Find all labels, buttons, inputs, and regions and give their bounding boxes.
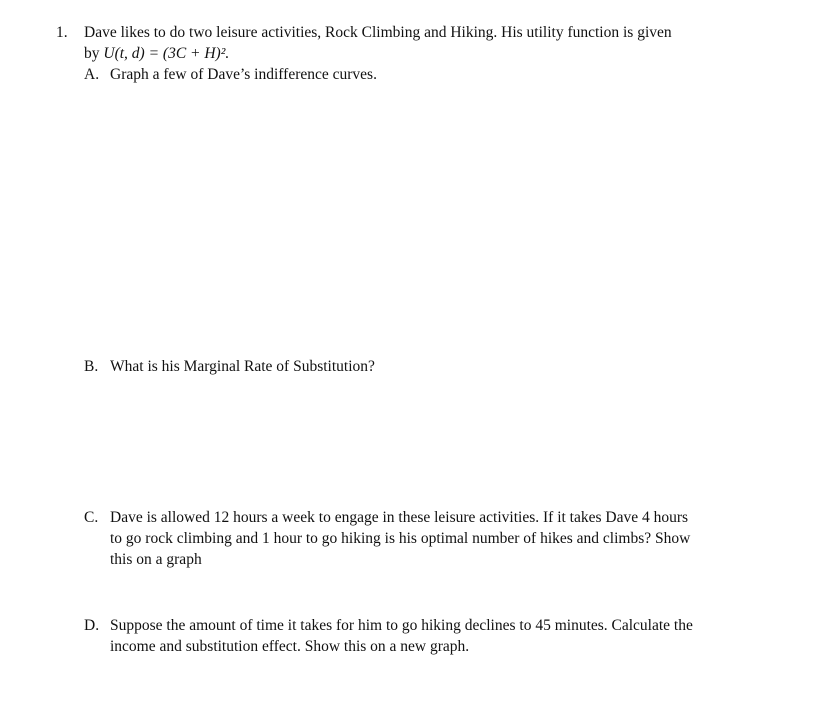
part-b-line-1: What is his Marginal Rate of Substitution?: [110, 358, 375, 375]
part-c-line-1: Dave is allowed 12 hours a week to engage in these leisure activities. If it takes Dave 4 hours: [110, 509, 689, 526]
part-d-line-2: income and substitution effect. Show this on a new graph.: [110, 638, 470, 655]
part-d-label: D.: [84, 617, 100, 634]
question-stem-line-1: Dave likes to do two leisure activities, Rock Climbing and Hiking. His utility function is given: [84, 24, 672, 41]
question-stem-line-2: [84, 43, 784, 64]
utility-function-expression: U(t, d) = (3C + H)².: [103, 45, 230, 62]
part-c-line-2: to go rock climbing and 1 hour to go hiking is his optimal number of hikes and climbs? Show: [110, 530, 691, 547]
part-c-text: [110, 507, 780, 570]
part-d-line-1: Suppose the amount of time it takes for him to go hiking declines to 45 minutes. Calculate the: [110, 617, 693, 634]
part-c-line-3: this on a graph: [110, 551, 202, 568]
part-d-text: [110, 615, 780, 657]
question-number: 1.: [56, 24, 68, 41]
part-c-label: C.: [84, 509, 99, 526]
part-b-text: [110, 356, 780, 377]
part-a-label: A.: [84, 66, 100, 83]
stem-prefix: by: [84, 45, 104, 62]
part-a-line-1: Graph a few of Dave’s indifference curves.: [110, 66, 377, 83]
part-a-text: [110, 64, 780, 85]
part-b-label: B.: [84, 358, 99, 375]
question-stem: [84, 22, 784, 64]
